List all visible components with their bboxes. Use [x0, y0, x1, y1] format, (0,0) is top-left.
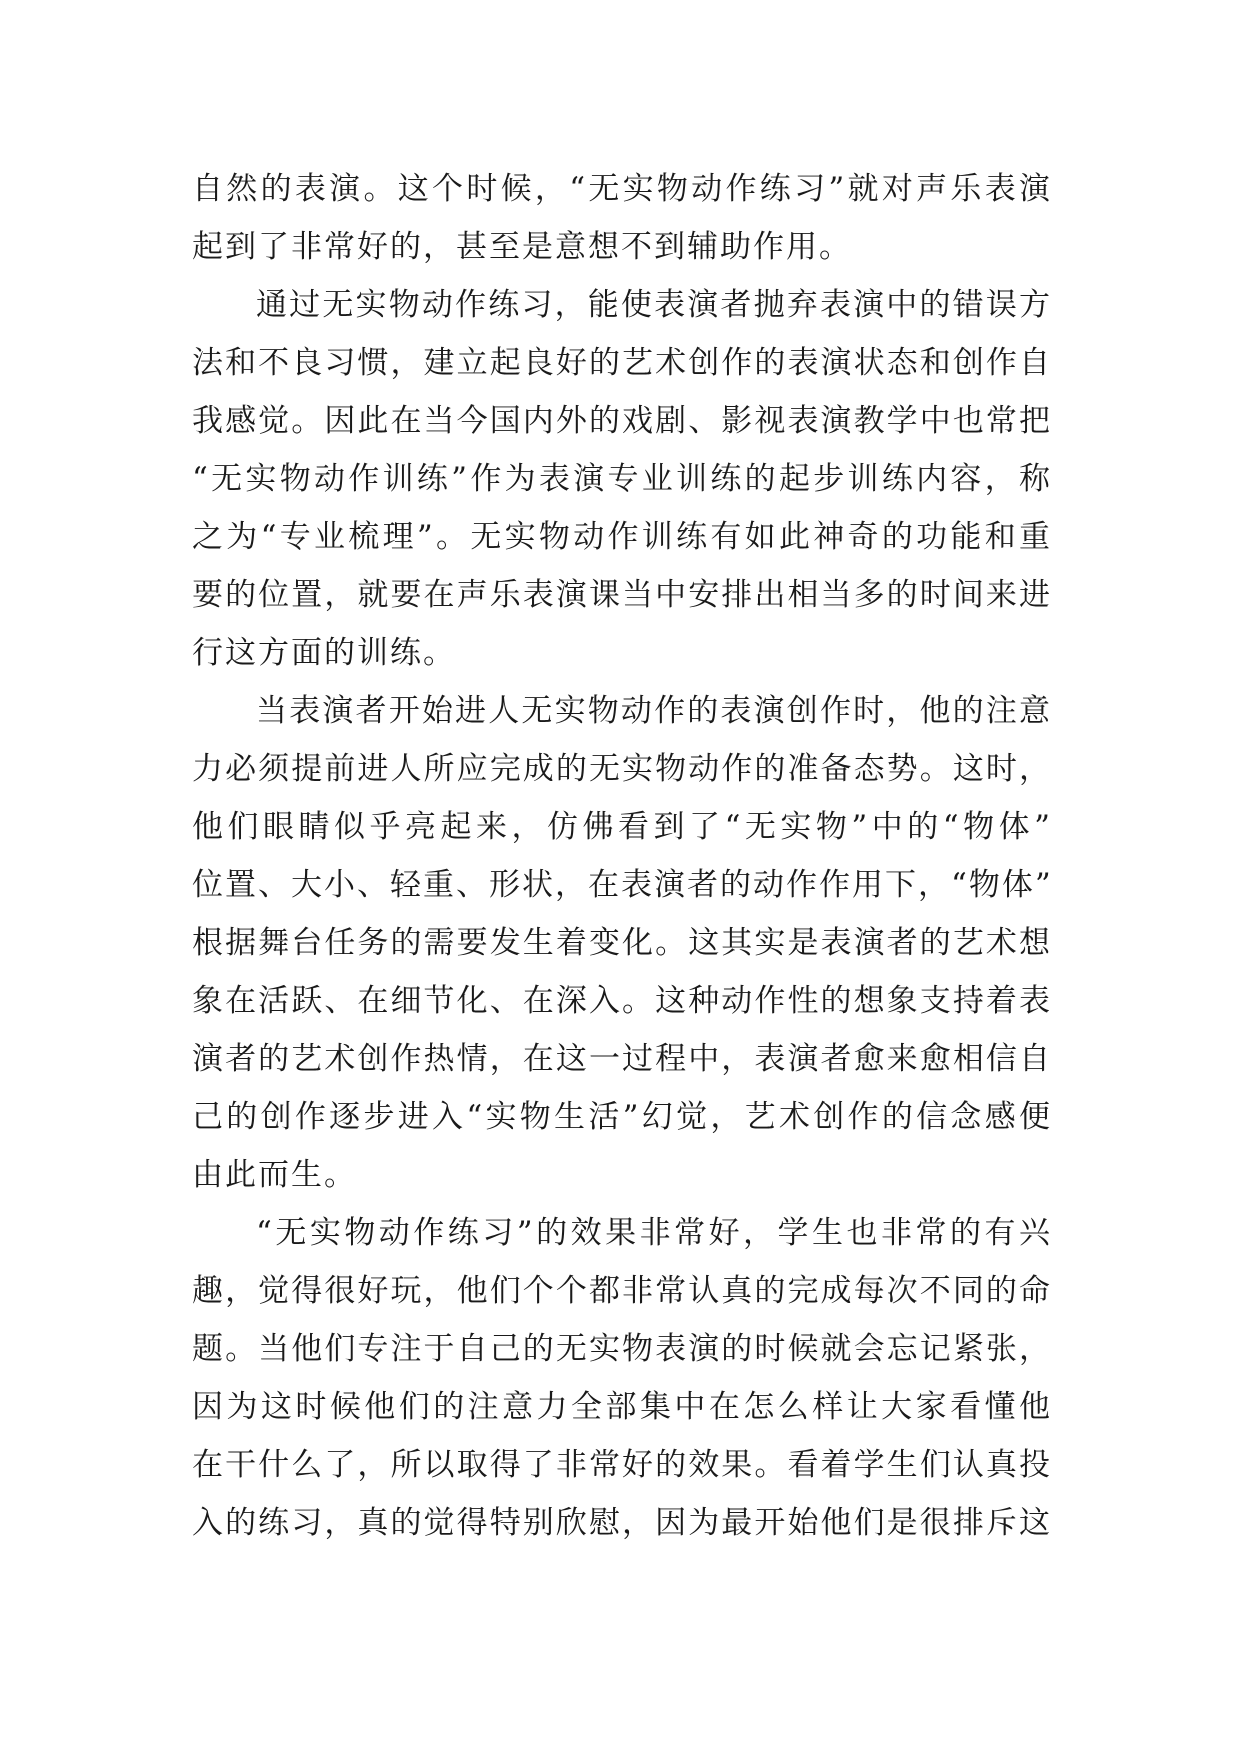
text-line: 之为“专业梳理”。无实物动作训练有如此神奇的功能和重: [192, 519, 1052, 555]
text-line: 当表演者开始进人无实物动作的表演创作时，他的注意: [256, 693, 1052, 729]
text-line: 自然的表演。这个时候，“无实物动作练习”就对声乐表演: [192, 171, 1052, 207]
text-line: 要的位置，就要在声乐表演课当中安排出相当多的时间来进: [192, 577, 1052, 613]
text-line: 入的练习，真的觉得特别欣慰，因为最开始他们是很排斥这: [192, 1505, 1052, 1541]
text-line: 我感觉。因此在当今国内外的戏剧、影视表演教学中也常把: [192, 403, 1052, 439]
text-line: 通过无实物动作练习，能使表演者抛弃表演中的错误方: [256, 287, 1052, 323]
text-line: 起到了非常好的，甚至是意想不到辅助作用。: [192, 229, 852, 265]
text-line: 力必须提前进人所应完成的无实物动作的准备态势。这时，: [192, 751, 1052, 787]
text-line: 在干什么了，所以取得了非常好的效果。看着学生们认真投: [192, 1447, 1052, 1483]
text-line: 象在活跃、在细节化、在深入。这种动作性的想象支持着表: [192, 983, 1052, 1019]
text-line: 趣，觉得很好玩，他们个个都非常认真的完成每次不同的命: [192, 1273, 1052, 1309]
text-line: 由此而生。: [192, 1157, 357, 1193]
text-line: 因为这时候他们的注意力全部集中在怎么样让大家看懂他: [192, 1389, 1052, 1425]
text-line: 他们眼睛似乎亮起来，仿佛看到了“无实物”中的“物体”: [192, 809, 1052, 845]
text-line: 法和不良习惯，建立起良好的艺术创作的表演状态和创作自: [192, 345, 1052, 381]
body-text: [192, 160, 1052, 1552]
text-line: 演者的艺术创作热情，在这一过程中，表演者愈来愈相信自: [192, 1041, 1052, 1077]
text-line: “无实物动作训练”作为表演专业训练的起步训练内容，称: [192, 461, 1052, 497]
text-line: 位置、大小、轻重、形状，在表演者的动作作用下，“物体”: [192, 867, 1053, 903]
text-line: “无实物动作练习”的效果非常好，学生也非常的有兴: [256, 1215, 1052, 1251]
text-line: 根据舞台任务的需要发生着变化。这其实是表演者的艺术想: [192, 925, 1052, 961]
text-line: 己的创作逐步进入“实物生活”幻觉，艺术创作的信念感便: [192, 1099, 1052, 1135]
text-line: 行这方面的训练。: [192, 635, 456, 671]
text-line: 题。当他们专注于自己的无实物表演的时候就会忘记紧张，: [192, 1331, 1052, 1367]
